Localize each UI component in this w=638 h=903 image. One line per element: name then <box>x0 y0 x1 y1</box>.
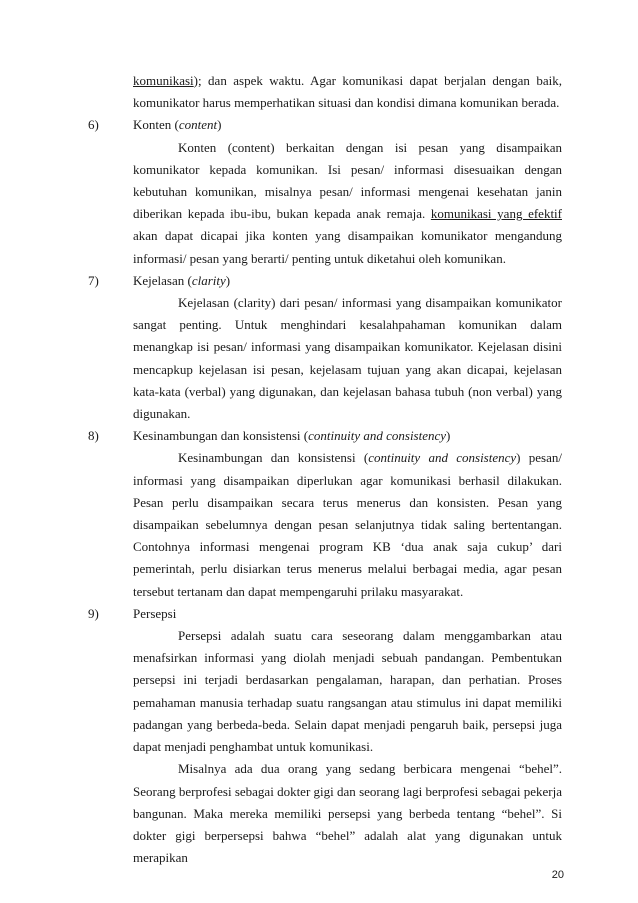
page-number: 20 <box>551 869 564 881</box>
item-7-title-italic: clarity <box>191 272 226 288</box>
item-9-title: Persepsi <box>133 605 177 621</box>
item-6-number: 6) <box>88 117 99 133</box>
item-7-title-end: ) <box>225 272 231 288</box>
page-body <box>88 70 562 869</box>
komunikasi-efektif-link[interactable]: komunikasi yang efektif <box>430 206 562 222</box>
item-8-number: 8) <box>88 428 99 444</box>
item-8-heading <box>88 425 562 447</box>
item-8-text-italic: continuity and consistency <box>368 450 517 466</box>
item-8-title: Kesinambungan dan konsistensi ( <box>133 428 309 444</box>
item-8-text-a: Kesinambungan dan konsistensi ( <box>178 450 369 466</box>
item-6-title-italic: content <box>178 117 218 133</box>
item-7-number: 7) <box>88 272 99 288</box>
item-6-heading <box>88 114 562 136</box>
item-9-number: 9) <box>88 605 99 621</box>
continued-paragraph <box>133 70 562 114</box>
continued-text: ); dan aspek waktu. Agar komunikasi dapat berjalan dengan baik, komunikator harus memperhatikan situasi dan kondisi dimana komunikan berada. <box>133 73 562 111</box>
item-7-title: Kejelasan ( <box>133 272 192 288</box>
item-9-heading <box>88 603 562 625</box>
item-6-paragraph <box>133 137 562 270</box>
item-8-title-italic: continuity and consistency <box>308 428 447 444</box>
item-6-text-b: akan dapat dicapai jika konten yang disampaikan komunikator mengandung informasi/ pesan yang berarti/ penting untuk diketahui oleh komunikan. <box>133 228 562 266</box>
komunikasi-link[interactable]: komunikasi <box>133 73 194 88</box>
item-6-text-a: Konten (content) berkaitan dengan isi pesan yang disampaikan komunikator kepada komunikan. Isi pesan/ informasi disesuaikan dengan kebutuhan komunikan, misalnya pesan/ informasi mengenai kesehatan janin diberikan kepada ibu-ibu, bukan kepada anak remaja. <box>133 139 562 222</box>
item-8-text-b: ) pesan/ informasi yang disampaikan diperlukan agar komunikasi berhasil dilakukan. Pesan perlu disampaikan secara terus menerus dan konsisten. Pesan yang disampaikan sebelumnya dengan pesan selanjutnya tidak saling bertentangan. Contohnya informasi mengenai program KB ‘dua anak saja cukup’ dari pemerintah, perlu disiarkan terus menerus melalui berbagai media, agar pesan tersebut tertanam dan dapat mempengaruhi prilaku masyarakat. <box>133 450 562 599</box>
item-8-title-end: ) <box>446 428 451 444</box>
item-9-paragraph-2: Misalnya ada dua orang yang sedang berbicara mengenai “behel”. Seorang berprofesi sebagai dokter gigi dan seorang lagi berprofesi sebagai pekerja bangunan. Maka mereka memiliki persepsi yang berbeda tentang “behel”. Si dokter gigi berpersepsi bahwa “behel” adalah alat yang digunakan untuk merapikan <box>133 761 562 866</box>
item-6-title: Konten ( <box>133 117 179 133</box>
item-6-title-end: ) <box>217 117 222 133</box>
item-8-paragraph <box>133 447 562 602</box>
item-9-paragraph-1: Persepsi adalah suatu cara seseorang dalam menggambarkan atau menafsirkan informasi yang diolah menjadi sebuah pandangan. Pembentukan persepsi ini terjadi berdasarkan pengalaman, harapan, dan perhatian. Proses pemahaman manusia terhadap suatu rangsangan atau stimulus ini dapat memiliki padangan yang berbeda-beda. Selain dapat menjadi pengaruh baik, persepsi juga dapat menjadi penghambat untuk komunikasi. <box>133 628 562 755</box>
item-7-heading <box>88 270 562 292</box>
item-7-paragraph: Kejelasan (clarity) dari pesan/ informasi yang disampaikan komunikator sangat penting. Untuk menghindari kesalahpahaman komunikan dalam menangkap isi pesan/ informasi yang disampaikan komunikator. Kejelasan disini mencapkup kejelasan isi pesan, kejelasam tujuan yang akan dicapai, kejelasan kata-kata (verbal) yang digunakan, dan kejelasan bahasa tubuh (non verbal) yang digunakan. <box>133 295 562 422</box>
